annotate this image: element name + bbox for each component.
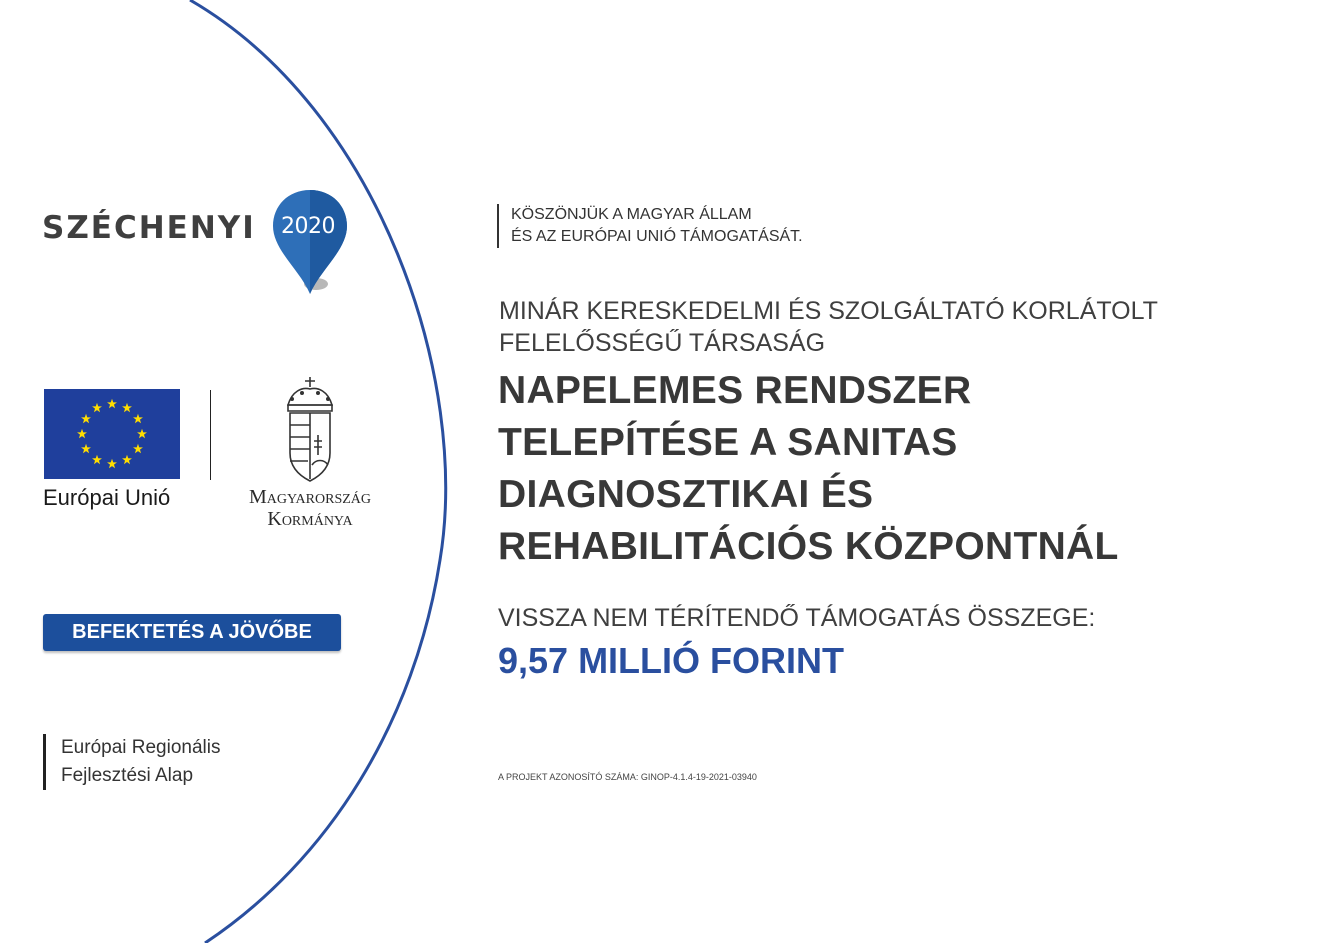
grant-amount-label: VISSZA NEM TÉRÍTENDŐ TÁMOGATÁS ÖSSZEGE: (498, 604, 1096, 632)
fund-label (43, 734, 221, 790)
government-label-line2: Kormánya (267, 508, 353, 530)
fund-label-line2: Fejlesztési Alap (61, 765, 194, 786)
thanks-line2: ÉS AZ EURÓPAI UNIÓ TÁMOGATÁSÁT. (511, 228, 803, 245)
eu-flag-icon (44, 389, 180, 479)
government-label (212, 486, 408, 530)
project-title-line3: DIAGNOSZTIKAI ÉS (498, 473, 874, 516)
company-name (499, 295, 1158, 359)
company-line1: MINÁR KERESKEDELMI ÉS SZOLGÁLTATÓ KORLÁTOLT (499, 297, 1158, 325)
company-line2: FELELŐSSÉGŰ TÁRSASÁG (499, 329, 826, 357)
project-title-line4: REHABILITÁCIÓS KÖZPONTNÁL (498, 525, 1119, 568)
szechenyi-year: 2020 (281, 214, 335, 239)
eu-label: Európai Unió (43, 485, 171, 510)
thanks-note (497, 204, 803, 248)
coat-of-arms-icon (278, 375, 342, 485)
location-pin-icon (270, 188, 350, 298)
grant-amount-value: 9,57 MILLIÓ FORINT (498, 640, 845, 681)
project-title-line2: TELEPÍTÉSE A SANITAS (498, 421, 958, 464)
invest-badge: BEFEKTETÉS A JÖVŐBE (43, 614, 341, 651)
fund-label-line1: Európai Regionális (61, 737, 221, 758)
szechenyi-logo-text: SZÉCHENYI (42, 210, 256, 246)
logo-divider (210, 390, 211, 480)
project-id: A PROJEKT AZONOSÍTÓ SZÁMA: GINOP-4.1.4-19-2021-03940 (498, 772, 757, 782)
thanks-line1: KÖSZÖNJÜK A MAGYAR ÁLLAM (511, 206, 752, 223)
project-title-line1: NAPELEMES RENDSZER (498, 369, 972, 412)
project-title (498, 365, 1119, 573)
government-label-line1: Magyarország (248, 486, 372, 508)
